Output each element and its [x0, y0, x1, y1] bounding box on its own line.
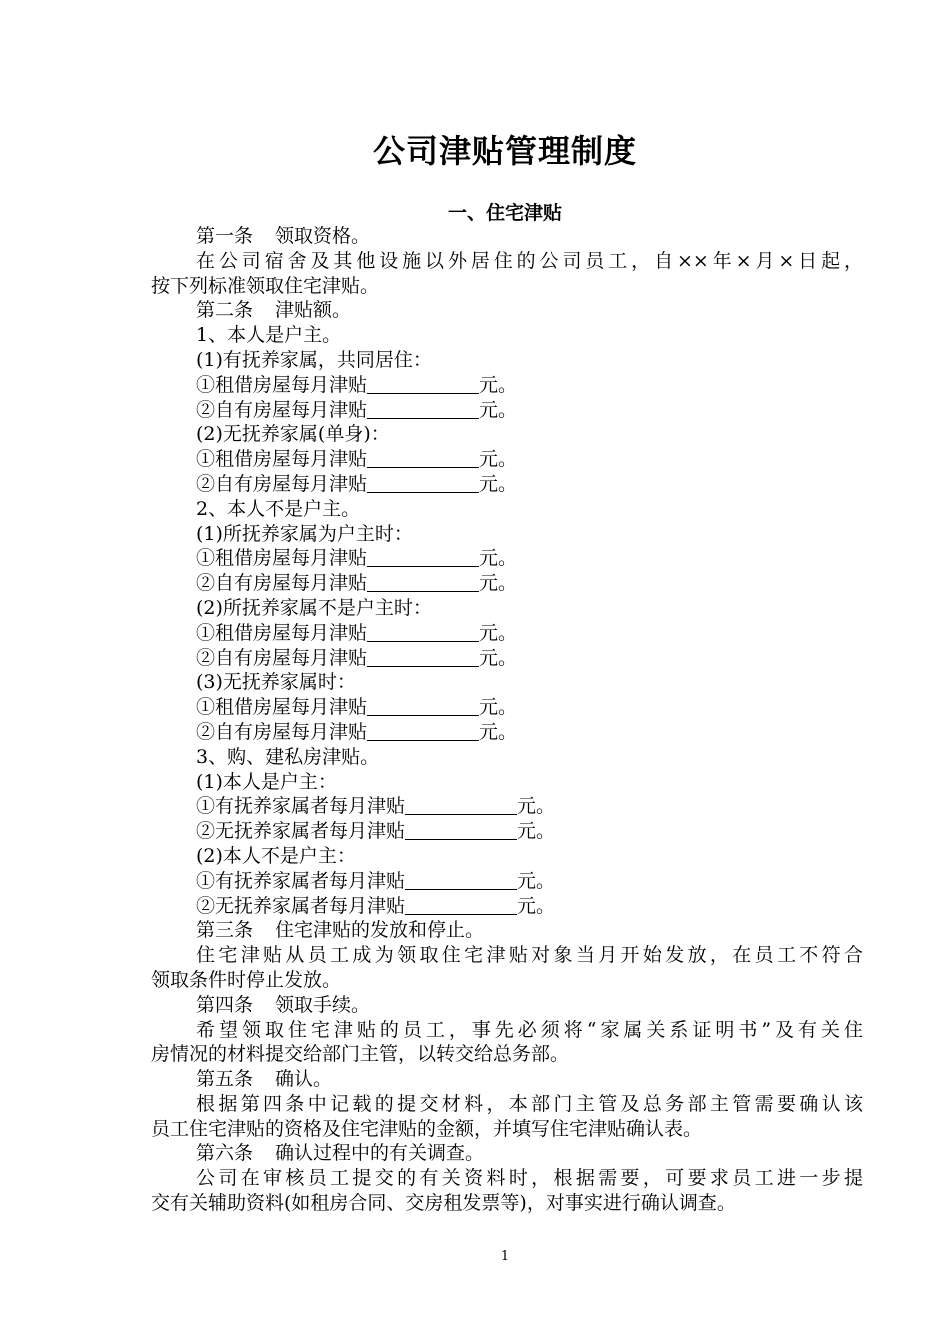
- allowance-item: [151, 794, 863, 819]
- unit-label: 元。: [479, 621, 518, 644]
- unit-label: 元。: [479, 720, 518, 743]
- clause-title: 领取资格。: [275, 225, 371, 247]
- amount-blank: [367, 622, 479, 642]
- paragraph-line: 公司在审核员工提交的有关资料时，根据需要，可要求员工进一步提: [196, 1167, 863, 1190]
- subcase-heading: (1)有抚养家属，共同居住：: [196, 348, 432, 371]
- item-label: ①租借房屋每月津贴: [196, 621, 368, 644]
- amount-blank: [367, 374, 479, 394]
- unit-label: 元。: [517, 795, 556, 818]
- paragraph-line: 在公司宿舍及其他设施以外居住的公司员工，自××年×月×日起，: [196, 249, 863, 272]
- clause-heading: [151, 993, 863, 1018]
- clause-title: 住宅津贴的发放和停止。: [275, 919, 485, 942]
- subcase-heading: (1)本人是户主：: [196, 770, 337, 793]
- clause-label: 第六条: [196, 1142, 254, 1165]
- item-label: ①有抚养家属者每月津贴: [196, 795, 406, 818]
- allowance-item: [151, 720, 863, 745]
- allowance-item: [151, 695, 863, 720]
- paragraph-line: 住宅津贴从员工成为领取住宅津贴对象当月开始发放，在员工不符合: [196, 944, 863, 967]
- paragraph-line: 按下列标准领取住宅津贴。: [151, 274, 380, 297]
- paragraph-line: 交有关辅助资料(如租房合同、交房租发票等)，对事实进行确认调查。: [151, 1192, 736, 1215]
- unit-label: 元。: [479, 373, 518, 396]
- clause-label: 第五条: [196, 1068, 254, 1091]
- item-label: ①租借房屋每月津贴: [196, 448, 368, 471]
- item-label: ①租借房屋每月津贴: [196, 547, 368, 570]
- allowance-item: [151, 472, 863, 497]
- amount-blank: [367, 473, 479, 493]
- unit-label: 元。: [479, 696, 518, 719]
- unit-label: 元。: [479, 646, 518, 669]
- clause-heading: [151, 224, 863, 249]
- clause-label: 第一条: [196, 225, 254, 247]
- clause-heading: [151, 918, 863, 943]
- subcase-heading: (2)所抚养家属不是户主时：: [196, 596, 432, 619]
- clause-title: 确认。: [275, 1068, 333, 1091]
- amount-blank: [405, 870, 517, 890]
- allowance-item: [151, 621, 863, 646]
- amount-blank: [367, 696, 479, 716]
- item-label: ②自有房屋每月津贴: [196, 720, 368, 743]
- amount-blank: [367, 572, 479, 592]
- section-heading: 一、住宅津贴: [447, 202, 562, 224]
- amount-blank: [367, 647, 479, 667]
- unit-label: 元。: [517, 820, 556, 843]
- item-label: ①租借房屋每月津贴: [196, 696, 368, 719]
- unit-label: 元。: [479, 572, 518, 595]
- unit-label: 元。: [517, 894, 556, 917]
- item-label: ②自有房屋每月津贴: [196, 572, 368, 595]
- clause-heading: [151, 1141, 863, 1166]
- unit-label: 元。: [517, 869, 556, 892]
- allowance-item: [151, 646, 863, 671]
- document-body: [151, 224, 863, 1216]
- allowance-item: [151, 869, 863, 894]
- allowance-item: [151, 571, 863, 596]
- unit-label: 元。: [479, 547, 518, 570]
- paragraph-line: 希望领取住宅津贴的员工，事先必须将“家属关系证明书”及有关住: [196, 1018, 863, 1041]
- amount-blank: [405, 795, 517, 815]
- amount-blank: [405, 895, 517, 915]
- amount-blank: [367, 721, 479, 741]
- case-heading: 2、本人不是户主。: [196, 497, 361, 520]
- allowance-item: [151, 373, 863, 398]
- item-label: ②无抚养家属者每月津贴: [196, 894, 406, 917]
- item-label: ②自有房屋每月津贴: [196, 398, 368, 421]
- unit-label: 元。: [479, 448, 518, 471]
- allowance-item: [151, 447, 863, 472]
- subcase-heading: (3)无抚养家属时：: [196, 671, 356, 694]
- case-heading: 3、购、建私房津贴。: [196, 745, 380, 768]
- amount-blank: [367, 448, 479, 468]
- paragraph-line: 根据第四条中记载的提交材料，本部门主管及总务部主管需要确认该: [196, 1092, 863, 1115]
- clause-heading: [151, 298, 863, 323]
- unit-label: 元。: [479, 398, 518, 421]
- item-label: ①有抚养家属者每月津贴: [196, 869, 406, 892]
- page-number: 1: [500, 1249, 510, 1264]
- paragraph-line: 房情况的材料提交给部门主管，以转交给总务部。: [151, 1043, 570, 1066]
- subcase-heading: (1)所抚养家属为户主时：: [196, 522, 413, 545]
- clause-heading: [151, 1067, 863, 1092]
- subcase-heading: (2)本人不是户主：: [196, 844, 356, 867]
- item-label: ②自有房屋每月津贴: [196, 472, 368, 495]
- allowance-item: [151, 546, 863, 571]
- amount-blank: [367, 399, 479, 419]
- allowance-item: [151, 819, 863, 844]
- paragraph-line: 员工住宅津贴的资格及住宅津贴的金额，并填写住宅津贴确认表。: [151, 1117, 703, 1140]
- clause-label: 第三条: [196, 919, 254, 942]
- document-title: 公司津贴管理制度: [372, 132, 637, 170]
- item-label: ②无抚养家属者每月津贴: [196, 820, 406, 843]
- paragraph-line: 领取条件时停止发放。: [151, 968, 342, 991]
- case-heading: 1、本人是户主。: [196, 324, 342, 347]
- amount-blank: [405, 820, 517, 840]
- clause-label: 第二条: [196, 299, 254, 322]
- unit-label: 元。: [479, 472, 518, 495]
- clause-title: 领取手续。: [275, 993, 371, 1016]
- clause-label: 第四条: [196, 993, 254, 1016]
- amount-blank: [367, 547, 479, 567]
- item-label: ①租借房屋每月津贴: [196, 373, 368, 396]
- allowance-item: [151, 398, 863, 423]
- item-label: ②自有房屋每月津贴: [196, 646, 368, 669]
- allowance-item: [151, 894, 863, 919]
- subcase-heading: (2)无抚养家属(单身)：: [196, 423, 390, 446]
- clause-title: 确认过程中的有关调查。: [275, 1142, 485, 1165]
- clause-title: 津贴额。: [275, 299, 352, 322]
